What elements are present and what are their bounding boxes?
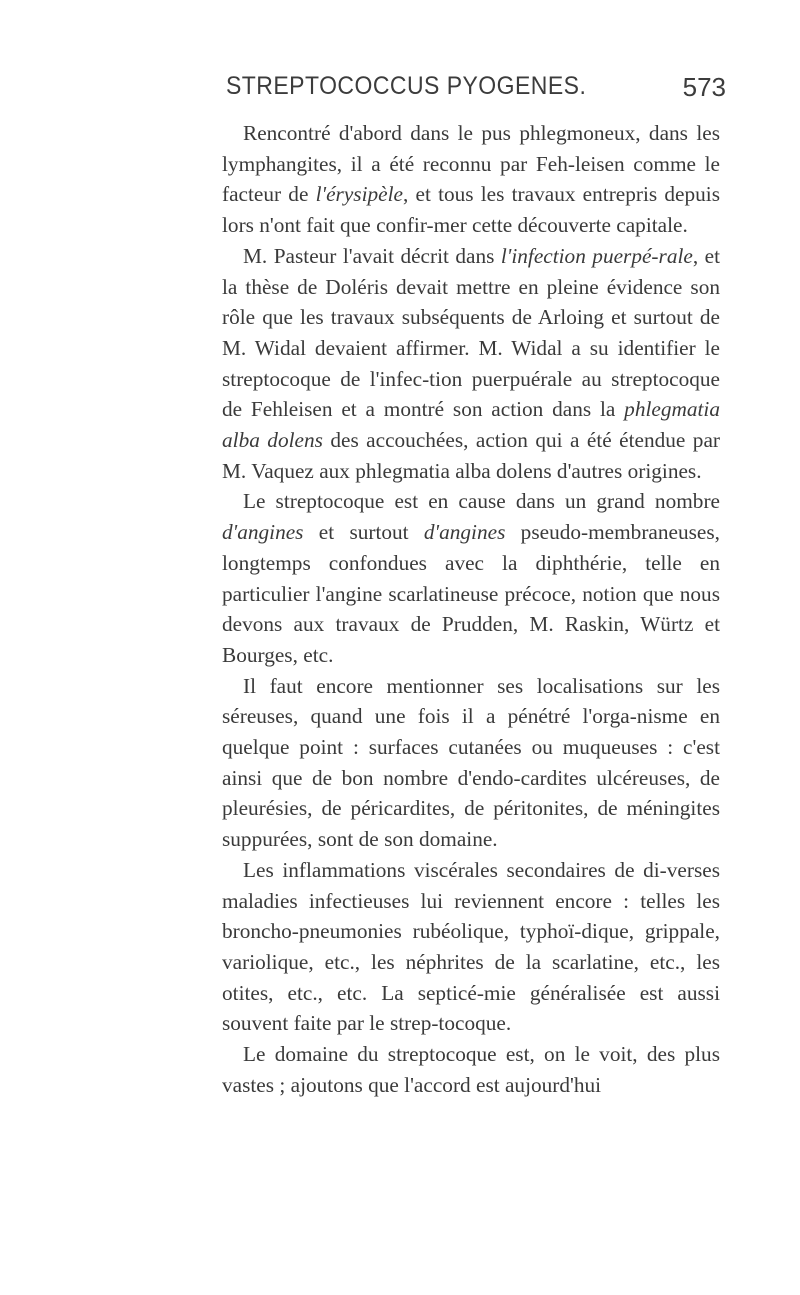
text-run: , et tous les travaux entrepris depuis lors n'ont fait que confir-mer cette découverte capitale. [222,182,720,238]
italic-term: d'angines [222,520,304,545]
text-run: et surtout [303,520,424,545]
paragraph [222,486,720,670]
paragraph [222,1039,720,1100]
italic-term: phlegmatia alba dolens [222,397,720,453]
italic-term: l'érysipèle [315,182,403,207]
running-title: STREPTOCOCCUS PYOGENES. [226,72,587,100]
italic-term: d'angines [423,520,506,545]
body-text [222,118,720,1101]
text-run: , et la thèse de Doléris devait mettre en pleine évidence son rôle que les travaux subséquents de Arloing et surtout de M. Widal devaient affirmer. M. Widal a su identifier le streptocoque de l'infec-tion puerpuérale au streptocoque de Fehleisen et a montré son action dans la [222,243,720,422]
paragraph [222,855,720,1039]
text-run: M. Pasteur l'avait décrit dans [243,243,501,268]
text-run: Rencontré d'abord dans le pus phlegmoneux, dans les lymphangites, il a été reconnu par Feh-leisen comme le facteur de [222,121,720,207]
text-run: Le streptocoque est en cause dans un grand nombre [243,489,720,514]
text-run: Le domaine du streptocoque est, on le voit, des plus vastes ; ajoutons que l'accord est aujourd'hui [222,1042,720,1097]
text-run: Les inflammations viscérales secondaires de di-verses maladies infectieuses lui reviennent encore : telles les broncho-pneumonies rubéolique, typhoï-dique, grippale, variolique, etc., les néphrites de la scarlatine, etc., les otites, etc., etc. La septicé-mie généralisée est aussi souvent faite par le strep-tocoque. [222,857,720,1036]
text-run: pseudo-membraneuses, longtemps confondues avec la diphthérie, telle en particulier l'angine scarlatineuse précoce, notion que nous devons aux travaux de Prudden, M. Raskin, Würtz et Bourges, etc. [222,520,720,667]
page-number: 573 [682,72,726,102]
text-run: des accouchées, action qui a été étendue par M. Vaquez aux phlegmatia alba dolens d'autres origines. [222,428,720,483]
paragraph [222,118,720,241]
italic-term: l'infection puerpé-rale [500,243,693,268]
paragraph [222,671,720,855]
text-run: Il faut encore mentionner ses localisations sur les séreuses, quand une fois il a pénétré l'orga-nisme en quelque point : surfaces cutanées ou muqueuses : c'est ainsi que de bon nombre d'endo-cardites ulcéreuses, de pleurésies, de péricardites, de péritonites, de méningites suppurées, sont de son domaine. [222,673,720,852]
running-head [226,72,726,112]
paragraph [222,241,720,487]
